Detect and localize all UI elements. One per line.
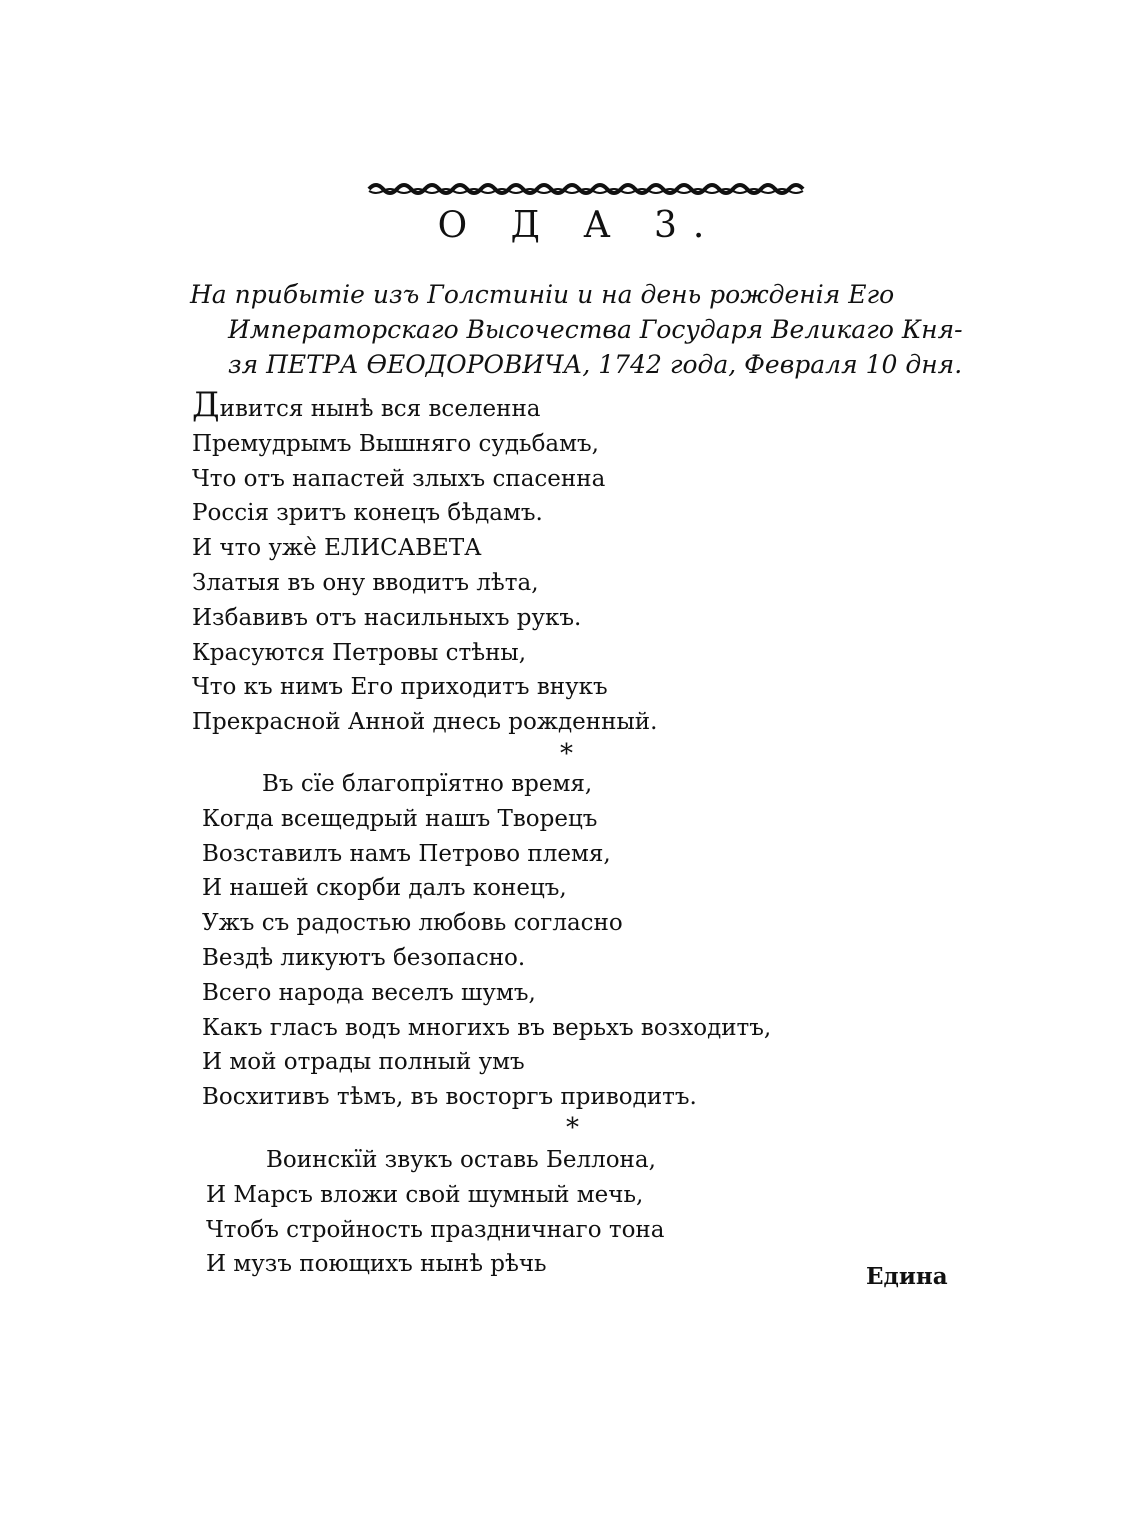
verse-line: И Марсъ вложи свой шумный мечь, [206,1181,644,1208]
verse-line: Чтобъ стройность праздничнаго тона [206,1216,665,1243]
ode-title: О Д А 3. [437,205,721,246]
ode-subtitle [190,277,963,382]
stanza-1 [192,385,658,740]
subtitle-line: Императорскаго Высочества Государя Великаго Кня- [228,315,963,344]
verse-line: Всего народа веселъ шумъ, [202,979,536,1006]
stanza-separator: * [560,739,573,769]
verse-line: Прекрасной Анной днесь рожденный. [192,709,658,736]
verse-line: Что къ нимъ Его приходитъ внукъ [192,674,608,701]
verse-line: Когда всещедрый нашъ Творецъ [202,805,598,832]
verse-line: И что ужѐ ЕЛИСАВЕТА [192,535,482,562]
verse-line: Что отъ напастей злыхъ спасенна [192,465,606,492]
verse-line: Возставилъ намъ Петрово племя, [202,840,611,867]
verse-line: И мой отрады полный умъ [202,1049,525,1076]
verse-line: И музъ поющихъ нынѣ рѣчь [206,1251,547,1278]
subtitle-line: зя ПЕТРА ѲЕОДОРОВИЧА, 1742 года, Февраля 10 дня. [228,350,963,379]
verse-line: И нашей скорби далъ конецъ, [202,875,567,902]
verse-line: Воинскїй звукъ оставь Беллона, [266,1147,656,1173]
subtitle-line: На прибытіе изъ Голстиніи и на день рожденія Его [190,280,895,309]
verse-line: Премудрымъ Вышняго судьбамъ, [192,430,599,457]
stanza-3 [206,1143,664,1282]
verse-line: Красуются Петровы стѣны, [192,639,527,666]
catchword: Едина [866,1263,948,1290]
stanza-2 [202,767,771,1115]
verse-line: Избавивъ отъ насильныхъ рукъ. [192,604,582,631]
verse-line: Вездѣ ликуютъ безопасно. [202,944,526,971]
verse-line: Ужъ съ радостью любовь согласно [202,910,623,937]
verse-line: Златыя въ ону вводитъ лѣта, [192,569,539,596]
ornamental-divider [365,176,805,198]
stanza-separator: * [566,1113,579,1143]
verse-line: Какъ гласъ водъ многихъ въ верьхъ возходитъ, [202,1014,772,1041]
verse-line: Дивится нынѣ вся вселенна [192,385,541,425]
verse-line: Въ сїе благопрїятно время, [262,771,593,797]
verse-line: Россія зритъ конецъ бѣдамъ. [192,500,543,527]
verse-line: Восхитивъ тѣмъ, въ восторгъ приводитъ. [202,1084,697,1111]
